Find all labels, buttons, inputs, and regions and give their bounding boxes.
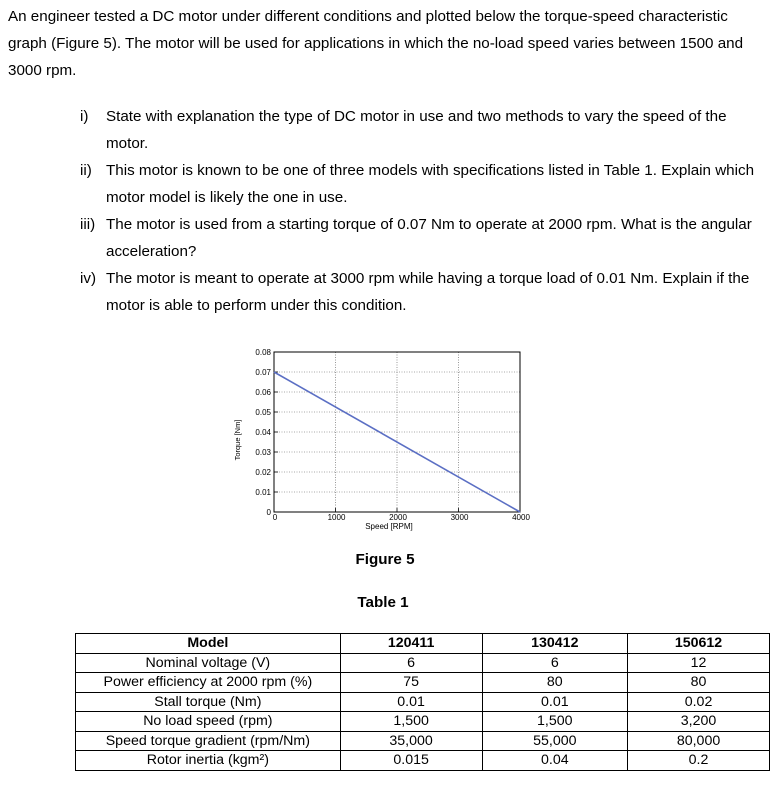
header-cell: 150612	[628, 634, 770, 654]
intro-paragraph: An engineer tested a DC motor under different conditions and plotted below the torque-speed characteristic graph (Figure 5). The motor will be used for applications in which the no-load speed varies between 1500 and 3000 rpm.	[8, 8, 744, 79]
question-number: iv)	[80, 270, 97, 287]
x-axis-label: Speed [RPM]	[365, 522, 413, 531]
table-cell: 12	[628, 653, 770, 673]
table-row	[76, 692, 770, 712]
table-cell: 80	[628, 673, 770, 693]
question-item	[80, 265, 760, 319]
x-tick-label: 4000	[512, 513, 530, 522]
table-cell: 6	[340, 653, 482, 673]
row-label: Rotor inertia (kgm²)	[76, 751, 341, 771]
row-label: Stall torque (Nm)	[76, 692, 341, 712]
header-cell: Model	[76, 634, 341, 654]
motor-spec-table	[75, 633, 770, 771]
table-cell: 6	[482, 653, 628, 673]
question-item	[80, 103, 760, 157]
y-tick-label: 0.07	[255, 368, 271, 377]
table-cell: 0.015	[340, 751, 482, 771]
y-tick-label: 0.01	[255, 488, 271, 497]
table-row	[76, 731, 770, 751]
question-number: iii)	[80, 216, 96, 233]
y-tick-label: 0.06	[255, 388, 271, 397]
row-label: No load speed (rpm)	[76, 712, 341, 732]
table-cell: 80	[482, 673, 628, 693]
question-text: The motor is used from a starting torque of 0.07 Nm to operate at 2000 rpm. What is the angular acceleration?	[106, 216, 752, 260]
table-caption: Table 1	[357, 594, 409, 611]
header-cell: 130412	[482, 634, 628, 654]
table-cell: 1,500	[340, 712, 482, 732]
table-row	[76, 673, 770, 693]
question-number: ii)	[80, 162, 92, 179]
row-label: Nominal voltage (V)	[76, 653, 341, 673]
torque-speed-chart	[228, 340, 538, 535]
y-tick-label: 0.03	[255, 448, 271, 457]
table-cell: 0.01	[482, 692, 628, 712]
question-item	[80, 211, 760, 265]
y-tick-label: 0	[266, 508, 271, 517]
table-cell: 0.02	[628, 692, 770, 712]
row-label: Speed torque gradient (rpm/Nm)	[76, 731, 341, 751]
header-cell: 120411	[340, 634, 482, 654]
table-cell: 80,000	[628, 731, 770, 751]
table-cell: 0.04	[482, 751, 628, 771]
x-tick-label: 1000	[327, 513, 346, 522]
question-number: i)	[80, 108, 89, 125]
question-text: This motor is known to be one of three models with specifications listed in Table 1. Explain which motor model is likely the one in use.	[106, 162, 755, 206]
figure-caption: Figure 5	[355, 551, 415, 568]
y-tick-label: 0.05	[255, 408, 271, 417]
table-cell: 75	[340, 673, 482, 693]
table-row	[76, 751, 770, 771]
table-header-row	[76, 634, 770, 654]
y-tick-label: 0.04	[255, 428, 271, 437]
y-axis-label: Torque [Nm]	[233, 419, 242, 461]
table-row	[76, 653, 770, 673]
table-cell: 1,500	[482, 712, 628, 732]
y-tick-label: 0.08	[255, 348, 271, 357]
table-cell: 55,000	[482, 731, 628, 751]
table-row	[76, 712, 770, 732]
table-cell: 3,200	[628, 712, 770, 732]
chart-canvas	[228, 340, 538, 535]
question-text: State with explanation the type of DC motor in use and two methods to vary the speed of the motor.	[106, 108, 727, 152]
table-cell: 0.2	[628, 751, 770, 771]
x-tick-label: 3000	[450, 513, 469, 522]
y-tick-label: 0.02	[255, 468, 271, 477]
question-text: The motor is meant to operate at 3000 rpm while having a torque load of 0.01 Nm. Explain if the motor is able to perform under this condition.	[106, 270, 750, 314]
x-tick-label: 2000	[389, 513, 407, 522]
table-cell: 35,000	[340, 731, 482, 751]
x-tick-label: 0	[272, 513, 278, 522]
row-label: Power efficiency at 2000 rpm (%)	[76, 673, 341, 693]
table-cell: 0.01	[340, 692, 482, 712]
question-item	[80, 157, 760, 211]
question-list	[80, 103, 760, 319]
